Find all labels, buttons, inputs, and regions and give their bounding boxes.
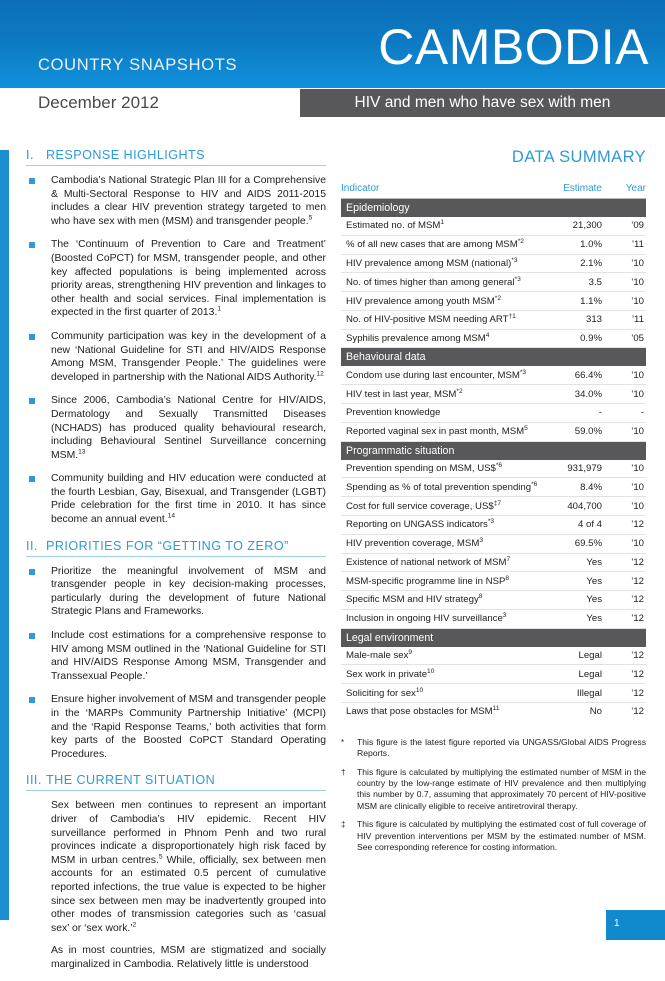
section-heading-response xyxy=(26,148,326,166)
cell-estimate: Legal xyxy=(557,665,612,684)
left-column xyxy=(26,148,326,981)
cell-indicator: Prevention spending on MSM, US\$$^{*6}$ xyxy=(341,460,557,478)
cell-year: ’10 xyxy=(612,422,646,441)
cell-estimate: 1.0% xyxy=(557,235,612,254)
table-row xyxy=(341,404,646,423)
bullet-text: Ensure higher involvement of MSM and transgender people in the ‘MARPs Community Partnership Initiative’ (MCPI) and the ‘Rapid Response Teams,’ both activities that form key parts of the Boosted CoPCT Standard Operating Procedures. xyxy=(51,694,326,760)
cell-indicator: Condom use during last encounter, MSM$^{*3}$ xyxy=(341,366,557,384)
table-row xyxy=(341,478,646,497)
cell-year: ’12 xyxy=(612,684,646,703)
paragraph-text-tail: While, officially, sex between men accounts for an estimated 0.5 percent of cumulative reported infections, the true value is expected to be higher since sex between men may be inadvertently grouped into other modes of transmission categories such as ‘casual sex’ or ‘sex work.’ xyxy=(51,854,327,934)
cell-indicator: Reporting on UNGASS indicators$^{*3}$ xyxy=(341,515,557,534)
list-item xyxy=(26,629,326,683)
cell-indicator: No. of times higher than among general$^{*3}$ xyxy=(341,273,557,292)
cell-estimate: Illegal xyxy=(557,684,612,703)
reference-marker: *2 xyxy=(517,237,524,245)
reference-marker: 10 xyxy=(427,667,435,675)
table-group-header xyxy=(341,628,646,647)
cell-estimate: 404,700 xyxy=(557,497,612,516)
reference-marker: *3 xyxy=(511,256,518,264)
table-row xyxy=(341,702,646,720)
cell-estimate: 0.9% xyxy=(557,329,612,348)
cell-estimate: 931,979 xyxy=(557,460,612,478)
reference-marker: *2 xyxy=(494,294,502,302)
reference-marker: 14 xyxy=(167,512,176,520)
cell-estimate: 4 of 4 xyxy=(557,515,612,534)
cell-indicator: MSM-specific programme line in NSP$^8$ xyxy=(341,572,557,591)
cell-estimate: - xyxy=(557,404,612,423)
page-number: 1 xyxy=(614,918,620,929)
cell-year: ’12 xyxy=(612,647,646,665)
cell-year: ’10 xyxy=(612,292,646,311)
cell-indicator: % of all new cases that are among MSM$^{*2}$ xyxy=(341,235,557,254)
cell-year: ’11 xyxy=(612,310,646,329)
section-title: PRIORITIES FOR “GETTING TO ZERO” xyxy=(46,538,289,553)
cell-indicator: Syphilis prevalence among MSM$^4$ xyxy=(341,329,557,348)
section-number: I. xyxy=(26,148,34,162)
cell-year: ’11 xyxy=(612,235,646,254)
list-item xyxy=(26,174,326,228)
table-group-header xyxy=(341,441,646,460)
reference-marker: 5 xyxy=(524,425,528,433)
section-title: RESPONSE HIGHLIGHTS xyxy=(46,148,206,162)
cell-year: ’12 xyxy=(612,553,646,572)
subtitle-band xyxy=(300,89,665,117)
cell-estimate: 69.5% xyxy=(557,534,612,553)
reference-marker: 12 xyxy=(316,370,324,378)
bullet-text: Since 2006, Cambodia’s National Centre for HIV/AIDS, Dermatology and Sexually Transmitted Diseases (NCHADS) has produced quality behavioural research, including Behavioural Sentinel Surveillance concerning MSM. xyxy=(51,395,326,461)
footnote xyxy=(341,737,646,760)
cell-year: ’10 xyxy=(612,534,646,553)
response-highlights-list xyxy=(26,174,326,527)
table-group-label: Epidemiology xyxy=(341,199,646,218)
column-header-indicator: Indicator xyxy=(341,183,557,199)
data-summary-table xyxy=(341,183,646,721)
left-accent-rail xyxy=(0,150,9,920)
footnote-text: This figure is the latest figure reported via UNGASS/Global AIDS Progress Reports. xyxy=(357,736,646,759)
reference-marker: 10 xyxy=(415,686,424,694)
list-item xyxy=(26,472,326,526)
column-header-estimate: Estimate xyxy=(557,183,612,199)
cell-estimate: 21,300 xyxy=(557,217,612,235)
reference-marker: 7 xyxy=(506,555,511,563)
reference-marker: 11 xyxy=(492,705,500,713)
footnote xyxy=(341,767,646,813)
table-group-label: Legal environment xyxy=(341,628,646,647)
cell-year: ’12 xyxy=(612,665,646,684)
table-row xyxy=(341,310,646,329)
table-row xyxy=(341,553,646,572)
cell-year: ’10 xyxy=(612,273,646,292)
cell-estimate: Yes xyxy=(557,591,612,610)
footnote-text: This figure is calculated by multiplying the estimated number of MSM in the country by the low-range estimate of HIV prevalence and then multiplying this number by 0.7, assuming that approximately 70 percent of HIV-positive MSM are clinically eligible to receive antiretroviral therapy. xyxy=(357,766,646,811)
cell-year: - xyxy=(612,404,646,423)
table-group-label: Behavioural data xyxy=(341,348,646,367)
page-number-badge xyxy=(606,910,665,940)
table-row xyxy=(341,254,646,273)
reference-marker: *3 xyxy=(519,368,527,376)
subtitle-text: HIV and men who have sex with men xyxy=(354,94,611,111)
reference-marker: *6 xyxy=(495,461,503,469)
cell-year: ’12 xyxy=(612,591,646,610)
section-heading-situation xyxy=(26,773,326,791)
cell-indicator: Laws that pose obstacles for MSM$^{11}$ xyxy=(346,705,500,718)
cell-year: ’10 xyxy=(612,385,646,404)
cell-indicator: Estimated no. of MSM$^1$ xyxy=(341,217,557,235)
reference-marker: 9 xyxy=(408,648,413,656)
cell-estimate: Legal xyxy=(557,647,612,665)
cell-indicator: HIV test in last year, MSM$^{*2}$ xyxy=(341,385,557,404)
table-row xyxy=(341,329,646,348)
table-row xyxy=(341,366,646,384)
reference-marker: 1 xyxy=(217,305,222,313)
list-item xyxy=(26,565,326,619)
bullet-text: Include cost estimations for a comprehensive response to HIV among MSM outlined in the ‘National Guideline for STI and HIV/AIDS Response Among MSM, Transgender and Transsexual People.’ xyxy=(51,630,326,682)
reference-marker: 3 xyxy=(502,612,507,620)
page-title: CAMBODIA xyxy=(378,19,649,75)
cell-indicator: Inclusion in ongoing HIV surveillance$^3$ xyxy=(341,609,557,628)
reference-marker: 13 xyxy=(78,448,86,456)
cell-year: ’12 xyxy=(612,609,646,628)
right-column xyxy=(341,148,646,860)
reference-marker: 8 xyxy=(505,574,510,582)
cell-indicator: Spending as % of total prevention spending$^{*6}$ xyxy=(341,478,557,497)
cell-indicator: Male-male sex$^9$ xyxy=(341,647,557,665)
table-row xyxy=(341,497,646,516)
list-item xyxy=(26,693,326,761)
cell-year: ’10 xyxy=(612,478,646,497)
cell-year: ’10 xyxy=(612,460,646,478)
paragraph-text: Sex between men continues to represent an important driver of Cambodia’s HIV epidemic. Recent HIV surveillance performed in Phnom Penh and two rural provinces indicate a disproportionately high risk faced by MSM in urban centres. xyxy=(51,800,326,866)
cell-estimate: No xyxy=(589,706,602,718)
table-row xyxy=(341,647,646,665)
cell-year: ’12 xyxy=(612,515,646,534)
table-row xyxy=(341,534,646,553)
reference-marker: *6 xyxy=(531,480,538,488)
cell-indicator: No. of HIV-positive MSM needing ART$^{\dagger 1}$ xyxy=(341,310,557,329)
cell-indicator: HIV prevention coverage, MSM$^3$ xyxy=(341,534,557,553)
footnote-marker: * xyxy=(341,737,345,747)
footnotes xyxy=(341,737,646,854)
reference-marker: 3 xyxy=(479,536,483,544)
footnote-marker: ‡ xyxy=(341,820,346,830)
data-summary-title: DATA SUMMARY xyxy=(511,148,646,166)
table-row xyxy=(341,572,646,591)
table-group-label: Programmatic situation xyxy=(341,441,646,460)
table-row xyxy=(341,684,646,703)
situation-paragraph-1 xyxy=(51,799,326,935)
footnote-marker: † xyxy=(341,767,346,777)
table-row xyxy=(341,665,646,684)
cell-indicator: Existence of national network of MSM$^7$ xyxy=(341,553,557,572)
cell-indicator: HIV prevalence among youth MSM$^{*2}$ xyxy=(341,292,557,311)
cell-indicator: HIV prevalence among MSM (national)$^{*3}$ xyxy=(341,254,557,273)
cell-year: ’10 xyxy=(612,497,646,516)
list-item xyxy=(26,330,326,384)
reference-marker: ‡7 xyxy=(493,499,502,507)
cell-estimate: 2.1% xyxy=(557,254,612,273)
section-number: II. xyxy=(26,538,38,553)
bullet-text: Cambodia’s National Strategic Plan III for a Comprehensive & Multi-Sectoral Response to HIV and AIDS 2011-2015 includes a clear HIV prevention strategy targeted to men who have sex with men (MSM) and transgender people. xyxy=(51,175,326,227)
section-title: THE CURRENT SITUATION xyxy=(46,773,216,788)
cell-indicator: Prevention knowledge xyxy=(341,404,557,423)
list-item xyxy=(26,238,326,320)
section-heading-priorities xyxy=(26,539,326,557)
footnote xyxy=(341,819,646,853)
table-row xyxy=(341,273,646,292)
table-group-header xyxy=(341,199,646,218)
list-item xyxy=(26,394,326,462)
cell-estimate: 59.0% xyxy=(557,422,612,441)
reference-marker: *3 xyxy=(487,518,495,526)
cell-indicator: Cost for full service coverage, US\$$^{\ddagger 7}$ xyxy=(341,497,557,516)
bullet-text: Community building and HIV education were conducted at the fourth Lesbian, Gay, Bisexual, and Transgender (LGBT) Pride celebration for the first time in 2010. It has since become an annual event. xyxy=(51,473,326,526)
section-number: III. xyxy=(26,773,42,788)
cell-estimate: 313 xyxy=(557,310,612,329)
cell-estimate: Yes xyxy=(557,572,612,591)
table-row xyxy=(341,292,646,311)
table-row xyxy=(341,235,646,254)
reference-marker: *3 xyxy=(514,275,521,283)
header-kicker: COUNTRY SNAPSHOTS xyxy=(38,56,238,74)
table-row xyxy=(341,422,646,441)
bullet-text: Prioritize the meaningful involvement of MSM and transgender people in key decision-making processes, particularly during the development of future National Strategic Plans and Frameworks. xyxy=(51,565,326,618)
cell-year: ’09 xyxy=(612,217,646,235)
table-row xyxy=(341,609,646,628)
reference-marker: *2 xyxy=(456,387,463,395)
cell-estimate: 66.4% xyxy=(557,366,612,384)
reference-marker: †1 xyxy=(508,313,516,321)
cell-estimate: Yes xyxy=(557,553,612,572)
table-row xyxy=(341,217,646,235)
table-group-header xyxy=(341,348,646,367)
cell-estimate: 3.5 xyxy=(557,273,612,292)
cell-indicator: Sex work in private$^{10}$ xyxy=(341,665,557,684)
table-row xyxy=(341,591,646,610)
bullet-text: The ‘Continuum of Prevention to Care and Treatment’ (Boosted CoPCT) for MSM, transgender people, and other key affected populations is being implemented across priority areas, strengthening HIV prevention and linkages to other health and social services. Final implementation is expected in the first quarter of 2013. xyxy=(51,239,326,319)
table-row xyxy=(341,460,646,478)
cell-indicator: Soliciting for sex$^{10}$ xyxy=(341,684,557,703)
cell-estimate: 8.4% xyxy=(557,478,612,497)
cell-estimate: Yes xyxy=(557,609,612,628)
reference-marker: 5 xyxy=(158,853,163,861)
reference-marker: 8 xyxy=(478,593,483,601)
cell-indicator: Specific MSM and HIV strategy$^8$ xyxy=(341,591,557,610)
table-row xyxy=(341,515,646,534)
cell-year: ’12 xyxy=(631,706,644,718)
cell-year: ’05 xyxy=(612,329,646,348)
footnote-text: This figure is calculated by multiplying the estimated cost of full coverage of HIV prevention interventions per MSM by the estimated number of MSM. See corresponding reference for costing information. xyxy=(357,819,646,852)
table-row xyxy=(341,385,646,404)
reference-marker: 5 xyxy=(308,214,313,222)
bullet-text: Community participation was key in the development of a new ‘National Guideline for STI and HIV/AIDS Response Among MSM, Transgender People.’ The guidelines were developed in partnership with the National AIDS Authority. xyxy=(51,330,326,383)
column-header-year: Year xyxy=(612,183,646,199)
reference-marker: 4 xyxy=(485,331,490,339)
situation-paragraph-2: As in most countries, MSM are stigmatized and socially marginalized in Cambodia. Relatively little is understood xyxy=(51,945,326,970)
cell-year: ’10 xyxy=(612,366,646,384)
table-header-row xyxy=(341,183,646,199)
cell-estimate: 1.1% xyxy=(557,292,612,311)
cell-year: ’12 xyxy=(612,572,646,591)
priorities-list xyxy=(26,565,326,762)
reference-marker: 1 xyxy=(440,219,445,227)
cell-estimate: 34.0% xyxy=(557,385,612,404)
reference-marker: 2 xyxy=(132,921,137,929)
cell-year: ’10 xyxy=(612,254,646,273)
publication-date: December 2012 xyxy=(38,93,159,112)
cell-indicator: Reported vaginal sex in past month, MSM$^5$ xyxy=(341,422,557,441)
